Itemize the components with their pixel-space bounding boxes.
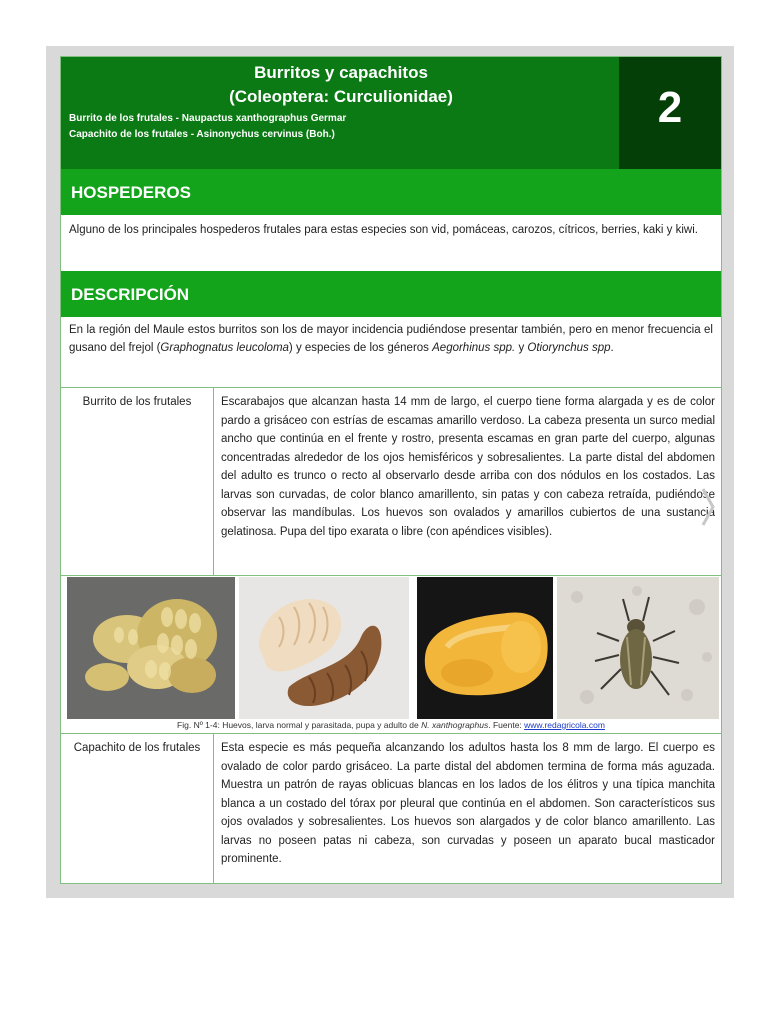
species-name: Graphognatus leucoloma [160, 342, 289, 354]
source-link[interactable]: www.redagricola.com [524, 720, 605, 730]
page-header [61, 57, 721, 169]
row-description-burrito: Escarabajos que alcanzan hasta 14 mm de largo, el cuerpo tiene forma alargada y es de color pardo a grisáceo con estrías de escamas amarillo verdoso. La cabeza presenta un surco medial ancho que continúa en el frente y rostro, presenta escamas en gran parte del cuerpo, algunas concentradas alrededor de los ojos hemisféricos y sobresalientes. La parte distal del abdomen del adulto es trunco o recto al observarlo desde arriba con dos nódulos en los costados. Las larvas son curvadas, de color blanco amarillento, sin patas y con cabeza retraída, pudiéndose observar las mandíbulas. Los huevos son ovalados y amarillos cubiertos de una sustancia gelatinosa. Pupa del tipo exarata o libre (con apéndices visibles). [221, 396, 715, 538]
next-page-button[interactable] [701, 487, 715, 532]
sheet-number-box [619, 57, 721, 169]
intro-text: ) y especies de los géneros [288, 342, 433, 354]
descripcion-intro [69, 321, 713, 357]
document-viewer-background [46, 46, 734, 898]
page-title-order: (Coleoptera: Curculionidae) [229, 87, 453, 106]
table-divider-row1 [213, 387, 214, 575]
species-line-capachito: Capachito de los frutales - Asinonychus cervinus (Boh.) [69, 129, 335, 140]
sheet-number: 2 [657, 83, 683, 132]
pupa-image [417, 577, 553, 719]
table-border-bottom [61, 883, 721, 884]
photo-eggs [67, 577, 235, 719]
species-line-burrito: Burrito de los frutales - Naupactus xanthographus Germar [69, 113, 347, 124]
row-label-burrito: Burrito de los frutales [82, 396, 192, 408]
eggs-image [67, 577, 235, 719]
species-name: Otiorynchus spp [527, 342, 611, 354]
table-border-figure-bottom [61, 733, 721, 734]
table-divider-row2 [213, 733, 214, 883]
figure-caption [61, 720, 721, 730]
species-name: Aegorhinus spp. [432, 342, 516, 354]
row-label-capachito: Capachito de los frutales [73, 742, 201, 754]
intro-text: y [515, 342, 528, 354]
row-description-capachito: Esta especie es más pequeña alcanzando los adultos hasta los 8 mm de largo. El cuerpo es ovalado de color pardo grisáceo. La parte distal del abdomen termina de forma más aguzada. Muestra un patrón de rayas oblicuas blancas en los lados de los élitros y una típica manchita blanca a un costado del tórax por pleural que continúa en el abdomen. Son característicos sus ojos ovalados y sobresalientes. Los huevos son alargados y de color blanco amarillento. Las larvas no poseen patas ni cabeza, son curvadas y poseen un aparato bucal masticador prominente. [221, 742, 715, 865]
photo-pupa [417, 577, 553, 719]
section-heading-hospederos: HOSPEDEROS [61, 169, 721, 215]
chevron-right-icon [701, 487, 715, 527]
caption-species: N. xanthographus [421, 720, 489, 730]
page-title: Burritos y capachitos [254, 63, 428, 82]
caption-text: Fig. Nº 1-4: Huevos, larva normal y parasitada, pupa y adulto de [177, 720, 422, 730]
adult-beetle-image [557, 577, 719, 719]
intro-text: . [610, 342, 614, 354]
larvae-image [239, 577, 409, 719]
table-border-figure-top [61, 575, 721, 576]
table-border-top [61, 387, 721, 388]
photo-adult [557, 577, 719, 719]
intro-text: En la región del Maule estos burritos son los de mayor incidencia pudiéndose presentar también, pero en menor frecuencia el gusano del frejol ( [69, 324, 713, 354]
document-page [60, 56, 722, 884]
hospederos-text: Alguno de los principales hospederos frutales para estas especies son vid, pomáceas, carozos, cítricos, berries, kaki y kiwi. [69, 224, 698, 236]
caption-source-label: . Fuente: [488, 720, 525, 730]
photo-larvae [239, 577, 409, 719]
section-heading-descripcion: DESCRIPCIÓN [61, 271, 721, 317]
